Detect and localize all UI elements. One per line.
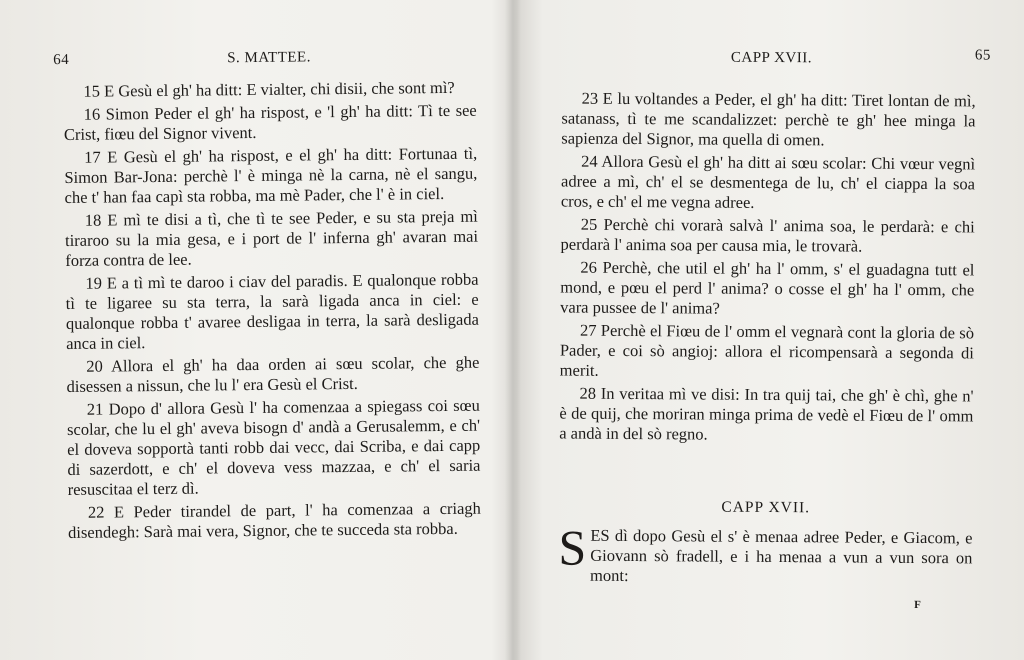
verse: 22 E Peder tirandel de part, l' ha comenzaa a criagh disendegh: Sarà mai vera, Signor, che te succeda sta robba. [68,498,481,542]
verse: 20 Allora el gh' ha daa orden ai sœu scolar, che ghe disessen a nissun, che lu l' era Gesù el Crist. [66,352,480,396]
chapter-heading: CAPP XVII. [721,498,811,517]
page-number: 65 [974,47,991,64]
verse: 26 Perchè, che util el gh' ha l' omm, s' el guadagna tutt el mond, e pœu el perd l' anima? o cosse el gh' ha l' omm, che vara pussee de l' anima? [560,257,975,318]
text-column [63,78,481,546]
right-page [519,0,1024,660]
drop-cap: S [558,519,587,576]
text-column [558,89,975,589]
verse: 27 Perchè el Fiœu de l' omm el vegnarà cont la gloria de sò Pader, e coi sò angioj: allora el ricompensarà a segonda di merit. [559,320,975,380]
signature-mark: F [914,598,921,612]
verse: 17 E Gesù el gh' ha rispost, e el gh' ha ditt: Fortunaa tì, Simon Bar-Jona: perchè l' è minga nè la carna, nè el sangu, che t' han faa capì sta robba, ma mè Pader, che l' è in ciel. [64,143,478,207]
verse: 19 E a tì mì te daroo i ciav del paradis. E qualonque robba tì te ligaree su sta terra, la sarà ligada anca in ciel: e qualonque robba t' avaree desligaa in terra, la sarà desligada anca in ciel. [65,269,479,353]
chapter-opening [558,519,973,589]
verse: 21 Dopo d' allora Gesù l' ha comenzaa a spiegass coi sœu scolar, che lu el gh' aveva bisogn d' andà a Gerusalemm, e ch' el doveva sopportà tanti robb dai vecc, dai Scriba, e dai capp di sazerdott, e ch' el doveva vess mazzaa, e ch' el saria resuscitaa el terz dì. [66,395,481,499]
opening-text: ES dì dopo Gesù el s' è menaa adree Peder, e Giacom, e Giovann sò fradell, e i ha menaa a vun a vun sora on mont: [590,525,973,586]
page-number: 64 [53,51,70,69]
verse: 15 E Gesù el gh' ha ditt: E vialter, chi disii, che sont mì? [83,77,455,101]
verse: 23 E lu voltandes a Peder, el gh' ha ditt: Tiret lontan de mì, satanass, tì te me scandalizzet: perchè te gh' hee minga la sapienza del Signor, ma quella di omen. [561,88,976,150]
running-title: S. MATTEE. [227,49,311,67]
running-title: CAPP XVII. [730,49,813,67]
verse: 16 Simon Peder el gh' ha rispost, e 'l gh' ha ditt: Tì te see Crist, fiœu del Signor vivent. [63,100,477,144]
left-page [0,0,508,660]
verse: 28 In veritaa mì ve disi: In tra quij tai, che gh' è chì, ghe n' è de quij, che moriran minga prima de vedè el Fiœu de l' omm a andà in del sò regno. [559,383,974,444]
verse: 18 E mì te disi a tì, che tì te see Peder, e su sta preja mì tiraroo su la mia gesa, e i port de l' inferna gh' avaran mai forza contra de lee. [64,206,479,270]
verse: 25 Perchè chi vorarà salvà l' anima soa, le perdarà: e chi perdarà l' anima soa per causa mia, le trovarà. [560,214,975,256]
verse: 24 Allora Gesù el gh' ha ditt ai sœu scolar: Chi vœur vegnì adree a mì, ch' el se desmentega de lu, ch' el ciappa la soa cros, e ch' el me vegna adree. [560,151,976,212]
